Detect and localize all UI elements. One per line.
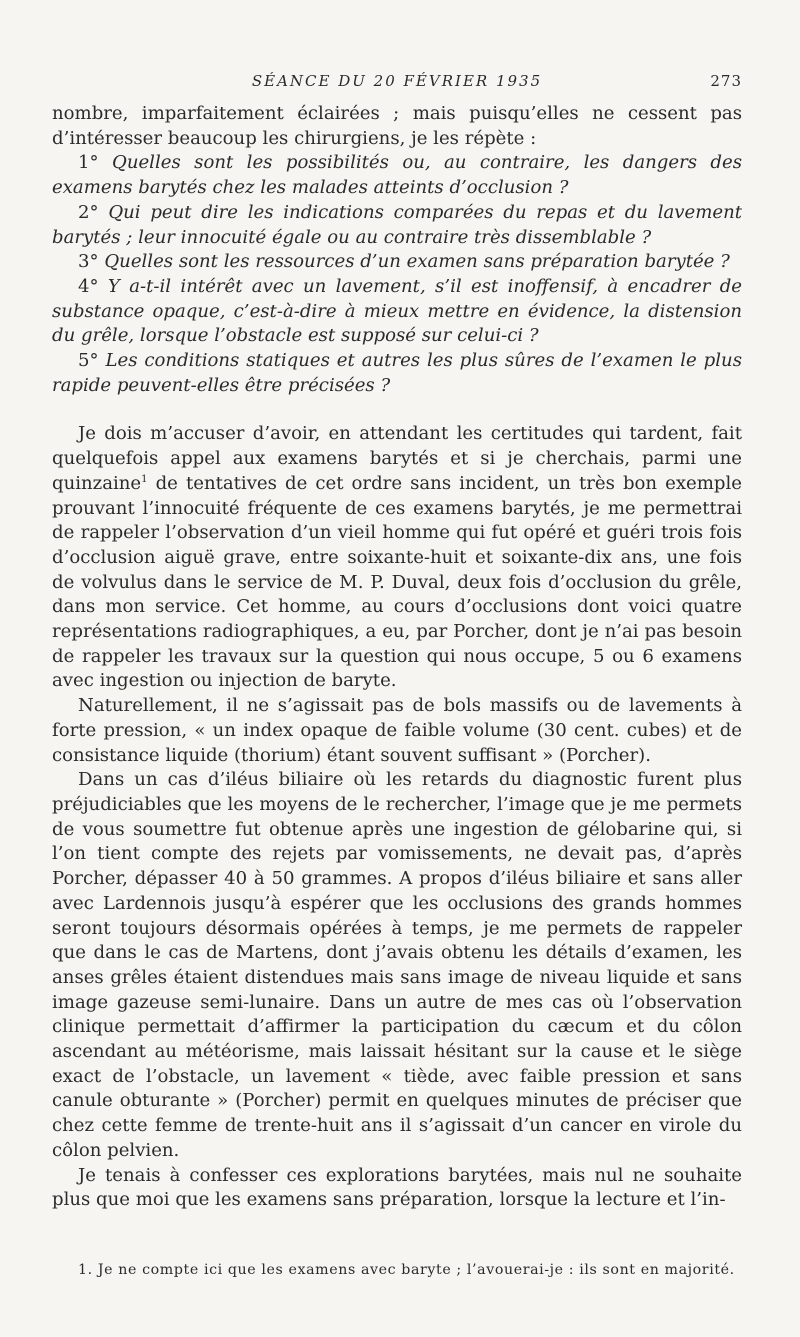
body-paragraph-4: Je tenais à confesser ces explorations barytées, mais nul ne souhaite plus que moi que les examens sans préparation, lorsque la lecture et l’in-	[52, 1164, 742, 1211]
footnote-text: Je ne compte ici que les examens avec baryte ; l’avouerai-je : ils sont en majorité.	[97, 1262, 735, 1278]
question-text: Quelles sont les ressources d’un examen sans préparation barytée ?	[104, 251, 730, 273]
question-2	[52, 201, 742, 250]
question-text: Y a-t-il intérêt avec un lavement, s’il est inoffensif, à encadrer de substance opaque, c’est-à-dire à mieux mettre en évidence, la distension du grêle, lorsque l’obstacle est supposé sur celui-ci ?	[52, 275, 742, 347]
intro-paragraph: nombre, imparfaitement éclairées ; mais puisqu’elles ne cessent pas d’intéresser beaucoup les chirurgiens, je les répète :	[52, 103, 742, 149]
question-number: 5°	[78, 350, 99, 372]
footnote-mark: 1.	[78, 1262, 93, 1278]
question-text: Qui peut dire les indications comparées du repas et du lavement barytés ; leur innocuité égale ou au contraire très dissemblable ?	[52, 201, 742, 248]
body-paragraph-3: Dans un cas d’iléus biliaire où les retards du diagnostic furent plus préjudiciables que les moyens de le rechercher, l’image que je me permets de vous soumettre fut obtenue après une ingestion de gélobarine qui, si l’on tient compte des rejets par vomissements, ne devait pas, d’après Porcher, dépasser 40 à 50 grammes. A propos d’iléus biliaire et sans aller avec Lardennois jusqu’à espérer que les occlusions des grands hommes seront toujours désormais opérées à temps, je me permets de rappeler que dans le cas de Martens, dont j’avais obtenu les détails d’examen, les anses grêles étaient distendues mais sans image de niveau liquide et sans image gazeuse semi-lunaire. Dans un autre de mes cas où l’observation clinique permettait d’affirmer la participation du cæcum et du côlon ascendant au météorisme, mais laissait hésitant sur la cause et le siège exact de l’obstacle, un lavement « tiède, avec faible pression et sans canule obturante » (Porcher) permit en quelques minutes de préciser que chez cette femme de trente-huit ans il s’agissait d’un cancer en virole du côlon pelvien.	[52, 769, 742, 1161]
document-page	[52, 66, 742, 1213]
question-text: Les conditions statiques et autres les plus sûres de l’examen le plus rapide peuvent-elles être précisées ?	[52, 350, 742, 396]
question-4	[52, 275, 742, 349]
footnote	[52, 1260, 742, 1280]
question-number: 3°	[78, 251, 99, 273]
paragraph-text: Je dois m’accuser d’avoir, en attendant les certitudes qui tardent, fait quelquefois appel aux examens barytés et si je cherchais, parmi une quinzaine	[52, 423, 742, 494]
question-number: 4°	[78, 275, 99, 297]
question-1	[52, 151, 742, 200]
section-spacer	[52, 398, 742, 422]
footnote-reference[interactable]: 1	[141, 473, 148, 485]
running-title: SÉANCE DU 20 FÉVRIER 1935	[251, 72, 543, 90]
body-paragraph-2: Naturellement, il ne s’agissait pas de bols massifs ou de lavements à forte pression, « un index opaque de faible volume (30 cent. cubes) et de consistance liquide (thorium) étant souvent suffisant » (Porcher).	[52, 695, 742, 766]
question-3	[52, 250, 742, 275]
body-paragraph-1	[52, 422, 742, 694]
question-text: Quelles sont les possibilités ou, au contraire, les dangers des examens barytés chez les malades atteints d’occlusion ?	[52, 152, 742, 199]
page-number: 273	[710, 72, 742, 90]
question-number: 2°	[78, 201, 99, 223]
paragraph-text: de tentatives de cet ordre sans incident, un très bon exemple prouvant l’innocuité fréquente de ces examens barytés, je me permettrai de rappeler l’observation d’un vieil homme qui fut opéré et guéri trois fois d’occlusion aiguë grave, entre soixante-huit et soixante-dix ans, une fois de volvulus dans le service de M. P. Duval, deux fois d’occlusion du grêle, dans mon service. Cet homme, au cours d’occlusions dont voici quatre représentations radiographiques, a eu, par Porcher, dont je n’ai pas besoin de rappeler les travaux sur la question qui nous occupe, 5 ou 6 examens avec ingestion ou injection de baryte.	[52, 472, 742, 692]
question-number: 1°	[78, 152, 99, 174]
page-header	[52, 66, 742, 102]
question-5	[52, 349, 742, 398]
